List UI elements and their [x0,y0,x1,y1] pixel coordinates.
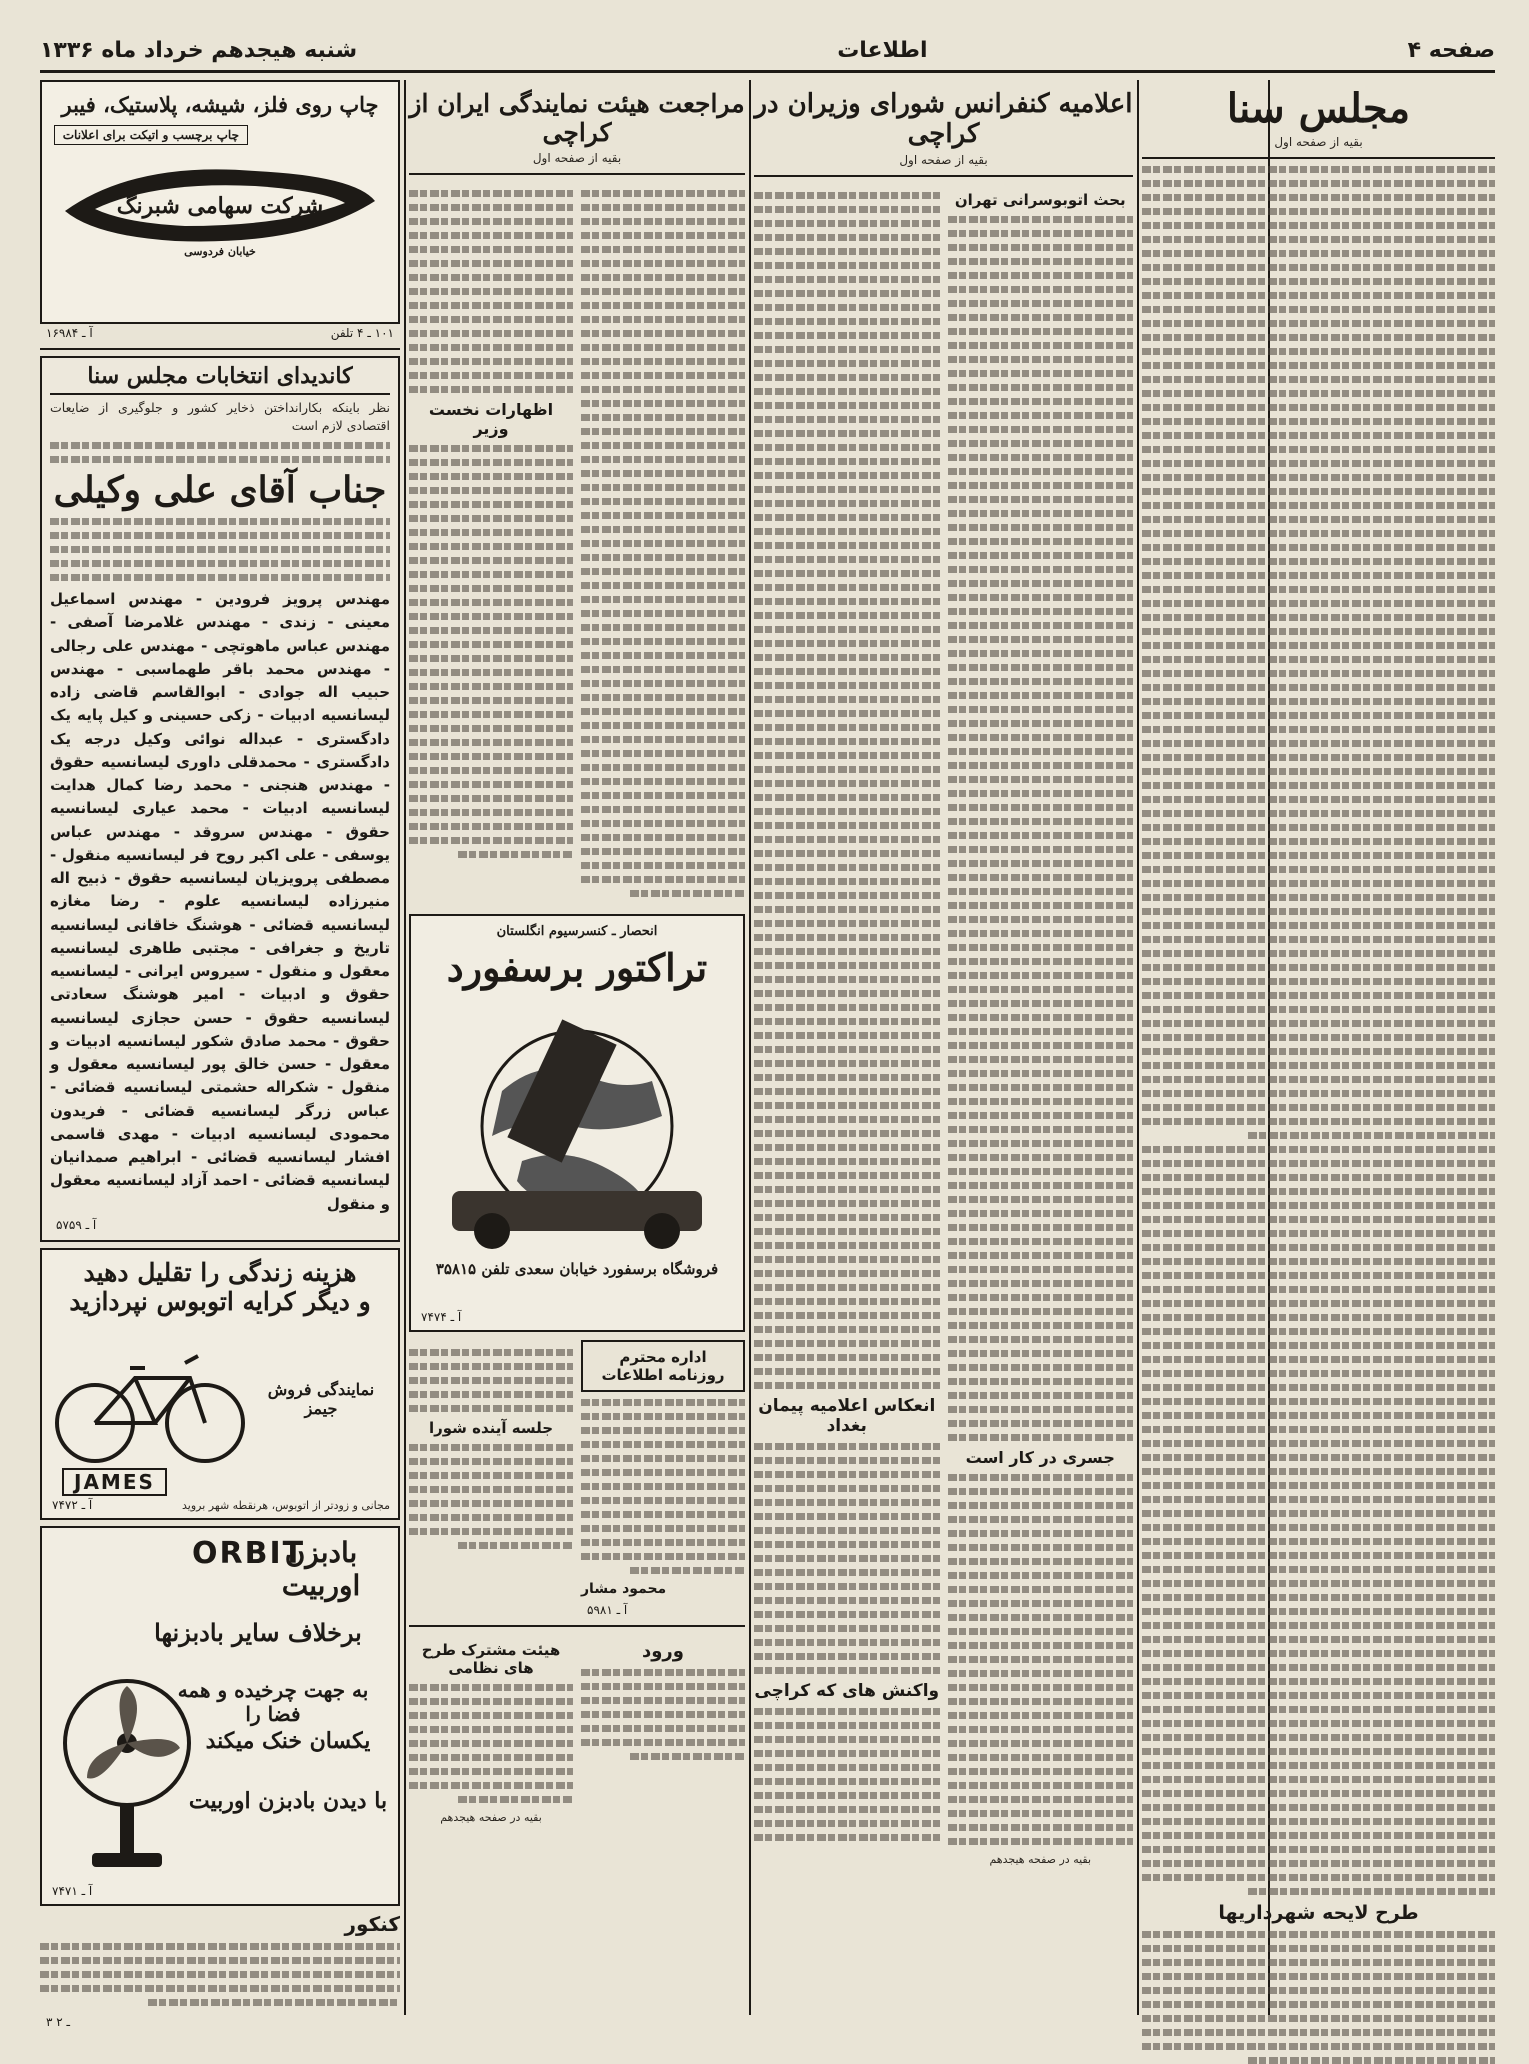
notice-office-sign: محمود مشار [581,1580,667,1597]
senate-continued: بقیه از صفحه اول [1274,135,1363,149]
notice-concours-title: کنکور [344,1911,400,1936]
karachi-body-right [948,185,1134,1868]
delegation-body-left [409,183,573,904]
issue-date: شنبه هیجدهم خرداد ماه ۱۳۳۶ [40,37,358,63]
delegation-subhead-2: جلسه آینده شورا [428,1418,554,1437]
senate-subhead-1: بحث اتوبوسرانی تهران [954,190,1126,209]
delegation-subhead-3: هیئت مشترک طرح های نظامی [421,1640,561,1677]
brassford-ad-code: آ ـ ۷۴۷۴ [421,1309,462,1324]
karachi-title: اعلامیه کنفرانس شورای وزیران در کراچی [754,89,1133,149]
notice-concours [40,1912,400,2031]
bicycle-ad-footer: مجانی و زودتر از اتوبوس، هرنقطه شهر بروید [182,1499,390,1513]
brassford-ad [409,914,745,1332]
plastic-ad-company: شرکت سهامی شبرنگ [116,193,324,219]
page-header [40,30,1495,73]
brassford-ad-foot: فروشگاه برسفورد خیابان سعدی تلفن ۳۵۸۱۵ [435,1259,719,1278]
orbit-ad-brand-latin: ORBIT [192,1535,306,1571]
plastic-ad-address: خیابان فردوسی [184,245,256,258]
senate-article [1142,80,1495,2015]
delegation-article [409,80,745,2015]
senate-body-2 [1142,1146,1495,1895]
left-column [40,80,400,2029]
notice-entry-title: ورود [642,1640,684,1662]
orbit-ad-line-3: یکسان خنک میکند [205,1727,371,1754]
bicycle-ad-code: آ ـ ۷۴۷۲ [52,1497,93,1512]
karachi-subhead-1: انعکاس اعلامیه پیمان بغداد [758,1395,936,1436]
plastic-ad-headline: چاپ روی فلز، شیشه، پلاستیک، فیبر [61,92,379,117]
delegation-body-right [581,183,745,904]
globe-tractor-illustration [412,996,742,1256]
plastic-ad-code-right: ۱۰۱ ـ ۴ تلفن [330,326,394,340]
bicycle-ad-headline-2: و دیگر کرایه اتوبوس نپردازید [69,1286,371,1316]
senate-body-3 [1142,1931,1495,2064]
bicycle-ad-headline-1: هزینه زندگی را تقلیل دهید [83,1257,357,1287]
notice-entry [581,1635,745,1826]
plastic-ad-code-left: آ ـ ۱۶۹۸۴ [46,326,93,340]
karachi-body-left [754,185,940,1868]
plastic-ad-sub: چاپ برچسب و اتیکت برای اعلانات [54,125,248,145]
candidates-intro: نظر باینکه بکارانداختن ذخایر کشور و جلوگیری از ضایعات اقتصادی لازم است [50,400,390,434]
karachi-continued: بقیه از صفحه اول [899,152,988,167]
plastic-print-ad [40,80,400,324]
brassford-ad-brand: تراکتور برسفورد [446,944,708,990]
masthead: اطلاعات [837,37,928,63]
orbit-fan-ad [40,1526,400,1906]
notice-office-code: آ ـ ۵۹۸۱ [587,1602,628,1617]
orbit-ad-line-1: برخلاف سایر بادبزنها [154,1617,362,1647]
delegation-subhead-1: اظهارات نخست وزیر [428,399,554,438]
notice-office-body [581,1399,745,1574]
notice-concours-code: ۳ ـ ۲ [46,2014,71,2029]
orbit-ad-brand-fa: بادبزن اوربیت [281,1535,361,1602]
plastic-ad-codes [40,324,400,342]
candidates-code: آ ـ ۵۷۵۹ [56,1217,97,1232]
page-number: صفحه ۴ [1407,37,1495,63]
notice-office-title: اداره محترم روزنامه اطلاعات [601,1347,725,1384]
senate-candidates [40,356,400,1242]
bicycle-illustration [50,1338,250,1468]
orbit-ad-code: آ ـ ۷۴۷۱ [52,1883,93,1898]
delegation-title: مراجعت هیئت نمایندگی ایران از کراچی [409,89,745,147]
senate-title: مجلس سنا [1226,85,1411,132]
candidate-name: جناب آقای علی وکیلی [53,468,387,511]
delegation-continued: بقیه از صفحه اول [532,150,622,165]
candidates-list: مهندس پرویز فرودین - مهندس اسماعیل معینی - زندی - مهندس غلامرضا آصفی - مهندس عباس ماهوتچی - مهندس علی رجالی - مهندس محمد باقر طهماسبی - مهندس حبیب اله جوادی - ابوالقاسم قاضی زاده لیسانسیه ادبیات - زکی حسینی و کیل پایه یک دادگستری - عبداله نوائی وکیل درجه یک دادگستری - محمدقلی داوری لیسانسیه حقوق - مهندس هنجنی - محمد رضا کمال هدایت لیسانسیه ادبیات - محمد عیاری لیسانسیه حقوق - مهندس سروقد - مهندس عباس یوسفی - علی اکبر روح فر لیسانسیه منقول - مصطفی پرویزیان لیسانسیه حقوق - ذبیح اله منیرزاده لیسانسیه علوم - رضا مغازه لیسانسیه قضائی - هوشنگ خاقانی لیسانسیه تاریخ و جغرافی - مجتبی طاهری لیسانسیه معقول و منقول - سیروس ایرانی - لیسانسیه حقوق و ادبیات - امیر هوشنگ سعادتی لیسانسیه حقوق - حسن حجازی لیسانسیه حقوق - محمد صادق شکور لیسانسیه ادبیات و معقول - حسن خالق پور لیسانسیه معقول و منقول - شکراله حشمتی لیسانسیه قضائی - عباس زرگر لیسانسیه قضائی - فریدون محمودی لیسانسیه ادبیات - مهدی قاسمی افشار لیسانسیه قضائی - ابراهیم صمدانیان لیسانسیه قضائی - احمد آزاد لیسانسیه معقول و منقول [50,590,390,1213]
candidates-title: کاندیدای انتخابات مجلس سنا [50,364,390,395]
orbit-ad-line-2: به جهت چرخیده و همه فضا را [177,1677,369,1726]
karachi-article [754,80,1133,2015]
delegation-body-end [409,1635,573,1826]
senate-subhead-3: طرح لایحه شهرداریها [1218,1902,1419,1925]
orbit-ad-line-4: با دیدن بادبزن اوربیت [188,1787,388,1814]
karachi-subhead-2: واکنش های که کراچی [754,1680,940,1701]
james-bicycle-ad [40,1248,400,1520]
bicycle-ad-brand: JAMES [62,1468,167,1496]
senate-subhead-2: جسری در کار است [965,1447,1115,1467]
delegation-footer: بقیه در صفحه هیجدهم [440,1810,542,1824]
bicycle-ad-agent: نمایندگی فروش جیمز [267,1379,375,1418]
senate-body-1 [1142,166,1495,1139]
delegation-body-cont [409,1342,573,1619]
brassford-ad-top: انحصار ـ کنسرسیوم انگلستان [496,923,658,939]
notice-office [581,1340,745,1619]
senate-footer: بقیه در صفحه هیجدهم [989,1852,1092,1866]
